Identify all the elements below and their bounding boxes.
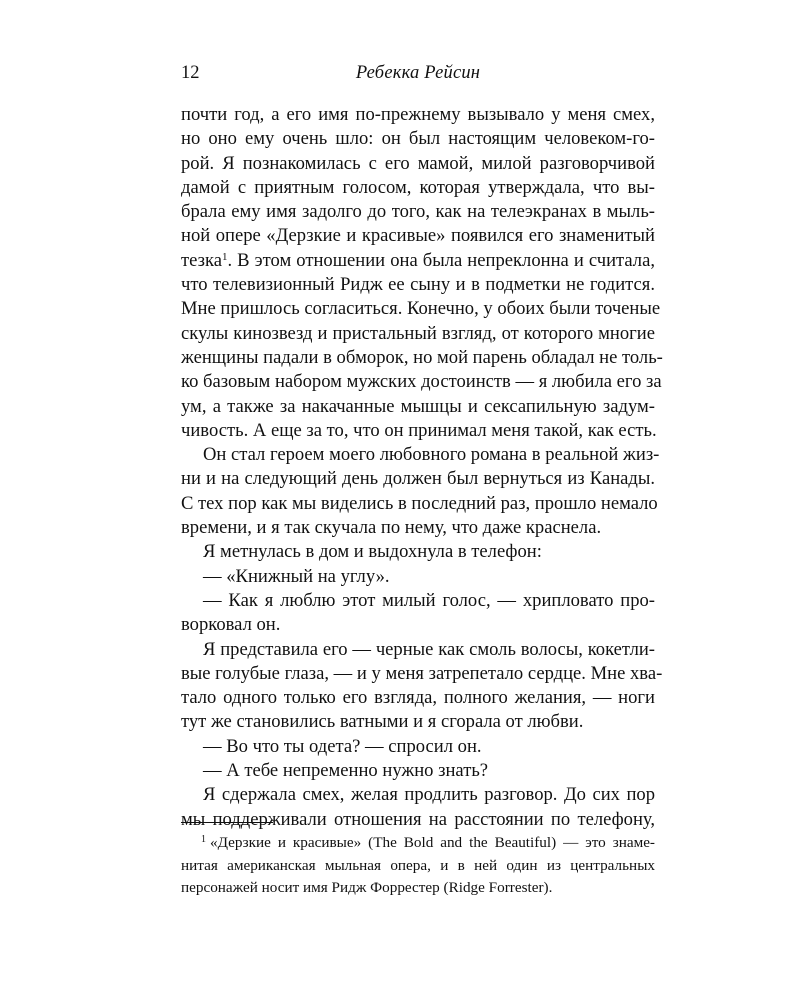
dialogue-line: — «Книжный на углу». (203, 565, 390, 587)
running-head (181, 63, 655, 87)
text-line: С тех пор как мы виделись в последний раз, прошло немало (181, 492, 658, 514)
text-line: ворковал он. (181, 614, 281, 636)
text-line: ко базовым набором мужских достоинств — я любила его за (181, 371, 662, 393)
text-line: скулы кинозвезд и пристальный взгляд, от которого многие (181, 322, 655, 344)
footnote (181, 832, 655, 900)
footnote-number: 1 (201, 834, 206, 845)
text-line: времени, и я так скучала по нему, что даже краснела. (181, 517, 602, 539)
running-head-author: Ребекка Рейсин (355, 63, 481, 83)
footnote-line: персонажей носит имя Ридж Форрестер (Ridge Forrester). (181, 879, 553, 896)
text-line: Я сдержала смех, желая продлить разговор. До сих пор (203, 784, 655, 806)
page-number: 12 (181, 63, 200, 83)
text-line: вые голубые глаза, — и у меня затрепетало сердце. Мне хва- (181, 662, 663, 684)
text-line: ной опере «Дерзкие и красивые» появился его знаменитый (181, 225, 655, 247)
dialogue-line: — А тебе непременно нужно знать? (203, 760, 489, 782)
text-fragment: . В этом отношении она была непреклонна и считала, (227, 249, 655, 271)
dialogue-line: — Во что ты одета? — спросил он. (203, 735, 482, 757)
text-line: брала ему имя задолго до того, как на телеэкранах в мыль- (181, 201, 655, 223)
text-line: Мне пришлось согласиться. Конечно, у обоих были точеные (181, 298, 661, 320)
text-line: Он стал героем моего любовного романа в реальной жиз- (203, 444, 660, 466)
text-line: но оно ему очень шло: он был настоящим человеком-го- (181, 128, 655, 150)
text-line: тут же становились ватными и я сгорала от любви. (181, 711, 584, 733)
text-line: мы поддерживали отношения на расстоянии по телефону, (181, 808, 655, 830)
text-line: чивость. А еще за то, что он принимал меня такой, как есть. (181, 419, 657, 441)
text-line: Я метнулась в дом и выдохнула в телефон: (203, 541, 542, 563)
text-line-with-footnote (181, 249, 655, 273)
text-line: ум, а также за накачанные мышцы и сексапильную задум- (181, 395, 655, 417)
text-line: что телевизионный Ридж ее сыну и в подметки не годится. (181, 274, 655, 296)
footnote-line: нитая американская мыльная опера, и в ней один из центральных (181, 856, 655, 874)
text-line: тало одного только его взгляда, полного желания, — ноги (181, 687, 655, 709)
text-line: ни и на следующий день должен был вернуться из Канады. (181, 468, 655, 490)
footnote-marker: 1 (221, 250, 228, 263)
text-fragment: тезка (181, 249, 222, 271)
footnote-line (181, 832, 655, 855)
text-line: женщины падали в обморок, но мой парень обладал не толь- (181, 346, 663, 368)
text-line: Я представила его — черные как смоль волосы, кокетли- (203, 638, 655, 660)
footnote-divider (181, 822, 273, 823)
text-line: дамой с приятным голосом, которая утверждала, что вы- (181, 176, 655, 198)
dialogue-line: — Как я люблю этот милый голос, — хрипловато про- (203, 589, 655, 611)
text-line: почти год, а его имя по-прежнему вызывало у меня смех, (181, 104, 655, 125)
text-line: рой. Я познакомилась с его мамой, милой разговорчивой (181, 152, 655, 174)
body-text (181, 103, 663, 832)
footnote-text: «Дерзкие и красивые» (The Bold and the Beautiful) — это знаме- (210, 834, 655, 851)
